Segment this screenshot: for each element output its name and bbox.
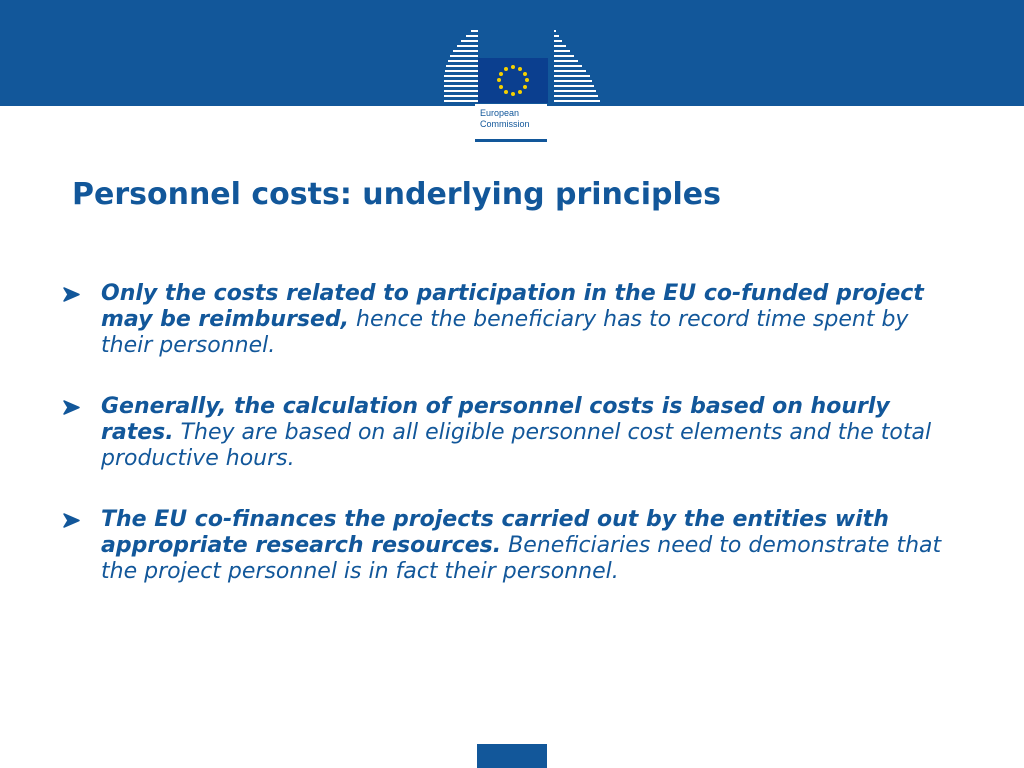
logo-label-line1: European — [480, 108, 520, 118]
principle-item — [62, 281, 962, 359]
principles-list — [62, 281, 962, 620]
principle-item — [62, 507, 962, 585]
arrow-bullet-icon — [62, 287, 81, 302]
logo-label-line2: Commission — [480, 119, 530, 129]
principle-regular-text: hence the beneficiary has to record time spent by their personnel. — [101, 307, 909, 358]
arrow-bullet-icon — [62, 400, 81, 415]
principle-bold-text: Generally, the calculation of personnel costs is based on hourly rates. — [101, 394, 890, 445]
principle-bold-text: Only the costs related to participation in the EU co-funded project may be reimbursed, — [101, 281, 924, 332]
bottom-tab — [477, 744, 547, 768]
principle-regular-text: Beneficiaries need to demonstrate that the project personnel is in fact their personnel. — [101, 533, 942, 584]
principle-regular-text: They are based on all eligible personnel cost elements and the total productive hours. — [101, 420, 932, 471]
page-title: Personnel costs: underlying principles — [72, 177, 721, 212]
principle-item — [62, 394, 962, 472]
building-lines-left — [444, 30, 478, 102]
logo-label — [475, 104, 547, 142]
arrow-bullet-icon — [62, 513, 81, 528]
building-lines-right — [554, 30, 600, 102]
eu-flag — [478, 58, 548, 103]
principle-bold-text: The EU co-finances the projects carried out by the entities with appropriate research resources. — [101, 507, 889, 558]
